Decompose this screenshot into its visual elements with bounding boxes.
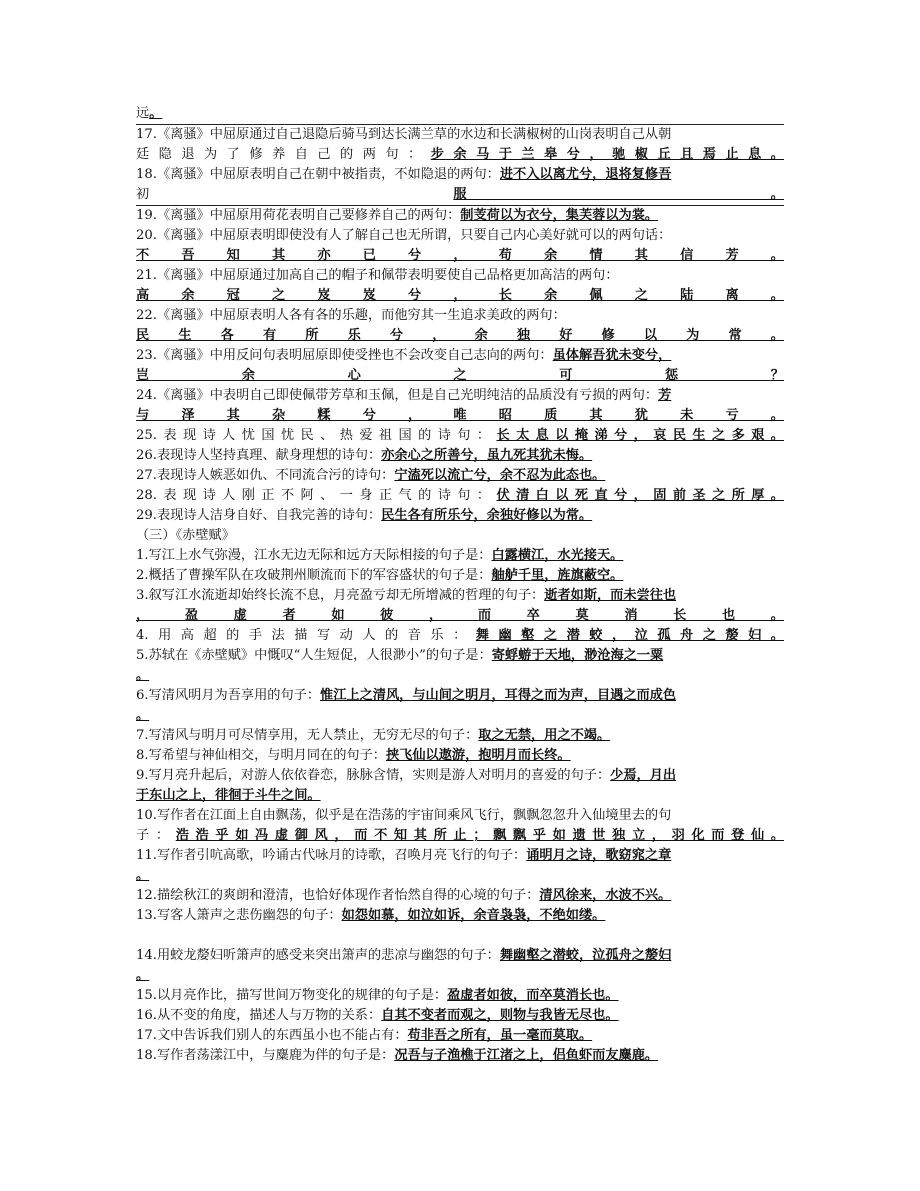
question-text: 远 bbox=[136, 106, 150, 121]
text-line bbox=[136, 826, 784, 846]
answer-text: 盈虚者如彼，而卒莫消长也。 bbox=[447, 988, 619, 1003]
text-line bbox=[136, 806, 784, 826]
answer-text: 高余冠之岌岌兮，长余佩之陆离。 bbox=[136, 288, 784, 303]
answer-text: 如怨如慕，如泣如诉，余音袅袅，不绝如缕。 bbox=[341, 908, 606, 923]
question-text: 18.《离骚》中屈原表明自己在朝中被指责，不如隐退的两句： bbox=[136, 167, 500, 182]
question-text: 3.叙写江水流逝却始终长流不息，月亮盈亏却无所增减的哲理的句子： bbox=[136, 588, 545, 603]
text-line bbox=[136, 206, 784, 226]
text-line bbox=[136, 846, 784, 866]
text-line bbox=[136, 226, 784, 246]
question-text: 27.表现诗人嫉恶如仇、不同流合污的诗句： bbox=[136, 468, 395, 483]
answer-text: 白露横江，水光接天。 bbox=[491, 548, 624, 563]
answer-text: 芳 bbox=[658, 388, 672, 403]
text-line bbox=[136, 946, 784, 966]
answer-text: 。 bbox=[136, 668, 150, 683]
answer-text: 。 bbox=[149, 106, 163, 121]
text-line bbox=[136, 185, 784, 206]
answer-text: 步余马于兰皋兮，驰椒丘且焉止息。 bbox=[430, 147, 784, 162]
text-line bbox=[136, 546, 784, 566]
text-line bbox=[136, 966, 784, 986]
question-text: 14.用蛟龙嫠妇听箫声的感受来突出箫声的悲凉与幽怨的句子： bbox=[136, 948, 500, 963]
question-text: 17.文中告诉我们别人的东西虽小也不能占有： bbox=[136, 1028, 408, 1043]
question-text: 13.写客人箫声之悲伤幽怨的句子： bbox=[136, 908, 342, 923]
answer-text: 伏清白以死直兮，固前圣之所厚。 bbox=[496, 488, 784, 503]
text-line bbox=[136, 526, 784, 546]
text-line bbox=[136, 926, 784, 946]
answer-text: 况吾与子渔樵于江渚之上，侣鱼虾而友麋鹿。 bbox=[394, 1048, 659, 1063]
text-line bbox=[136, 125, 784, 145]
text-line bbox=[136, 306, 784, 326]
text-line bbox=[136, 706, 784, 726]
answer-text: 进不入以离尤兮，退将复修吾 bbox=[499, 167, 672, 182]
document-page bbox=[136, 104, 784, 1066]
answer-text: 苟非吾之所有，虽一毫而莫取。 bbox=[407, 1028, 593, 1043]
question-text: 18.写作者荡漾江中，与麋鹿为伴的句子是： bbox=[136, 1048, 395, 1063]
question-text: 5.苏轼在《赤壁赋》中慨叹“人生短促，人很渺小”的句子是： bbox=[136, 648, 492, 663]
text-line bbox=[136, 446, 784, 466]
text-line bbox=[136, 786, 784, 806]
text-line bbox=[136, 466, 784, 486]
text-line bbox=[136, 506, 784, 526]
question-text: 29.表现诗人洁身自好、自我完善的诗句： bbox=[136, 508, 382, 523]
text-line bbox=[136, 486, 784, 506]
question-text: 9.写月亮升起后，对游人依依眷恋，脉脉含情，实则是游人对明月的喜爱的句子： bbox=[136, 768, 611, 783]
answer-text: 诵明月之诗，歌窈窕之章 bbox=[526, 848, 672, 863]
text-line bbox=[136, 666, 784, 686]
answer-text: 与泽其杂糅兮，唯昭质其犹未亏。 bbox=[136, 408, 784, 423]
question-text: 17.《离骚》中屈原通过自己退隐后骑马到达长满兰草的水边和长满椒树的山岗表明自己从朝 bbox=[136, 127, 672, 142]
text-line bbox=[136, 145, 784, 165]
question-text: 19.《离骚》中屈原用荷花表明自己要修养自己的两句： bbox=[136, 208, 461, 223]
answer-text: 。 bbox=[136, 868, 150, 883]
question-text: 16.从不变的角度，描述人与万物的关系： bbox=[136, 1008, 382, 1023]
answer-text: 寄蜉蝣于天地，渺沧海之一粟 bbox=[491, 648, 664, 663]
text-line bbox=[136, 346, 784, 366]
answer-text: 岂余心之可惩？ bbox=[136, 368, 784, 383]
text-line bbox=[136, 566, 784, 586]
text-line bbox=[136, 266, 784, 286]
answer-text: 制芰荷以为衣兮，集芙蓉以为裳。 bbox=[460, 208, 659, 223]
question-text: 子： bbox=[136, 828, 176, 843]
text-line bbox=[136, 246, 784, 266]
answer-text: 。 bbox=[136, 968, 150, 983]
question-text: 23.《离骚》中用反问句表明屈原即使受挫也不会改变自己志向的两句： bbox=[136, 348, 553, 363]
text-line bbox=[136, 406, 784, 426]
text-line bbox=[136, 1046, 784, 1066]
text-line bbox=[136, 426, 784, 446]
text-line bbox=[136, 104, 784, 125]
text-line bbox=[136, 866, 784, 886]
question-text: 廷隐退为了修养自己的两句： bbox=[136, 147, 431, 162]
question-text: 初 bbox=[136, 187, 454, 202]
answer-text: 亦余心之所善兮，虽九死其犹未悔。 bbox=[381, 448, 593, 463]
answer-text: 舳舻千里，旌旗蔽空。 bbox=[491, 568, 624, 583]
question-text: 2.概括了曹操军队在攻破荆州顺流而下的军容盛状的句子是： bbox=[136, 568, 492, 583]
question-text: 4.用高超的手法描写动人的音乐： bbox=[136, 628, 476, 643]
text-line bbox=[136, 726, 784, 746]
text-line bbox=[136, 286, 784, 306]
question-text: 28.表现诗人刚正不阿、一身正气的诗句： bbox=[136, 488, 497, 503]
answer-text: 民生各有所乐兮，余独好修以为常。 bbox=[381, 508, 593, 523]
question-text: 12.描绘秋江的爽朗和澄清，也恰好体现作者怡然自得的心境的句子： bbox=[136, 888, 540, 903]
answer-text: 宁溘死以流亡兮，余不忍为此态也。 bbox=[394, 468, 606, 483]
text-line bbox=[136, 886, 784, 906]
text-line bbox=[136, 906, 784, 926]
answer-text: 不吾知其亦已兮，苟余情其信芳。 bbox=[136, 248, 784, 263]
question-text: 7.写清风与明月可尽情享用，无人禁止，无穷无尽的句子： bbox=[136, 728, 479, 743]
answer-text: ，盈虚者如彼，而卒莫消长也。 bbox=[136, 608, 784, 623]
answer-text: 少焉，月出 bbox=[610, 768, 677, 783]
answer-text: 虽体解吾犹未变兮， bbox=[552, 348, 672, 363]
question-text: 8.写希望与神仙相交，与明月同在的句子： bbox=[136, 748, 386, 763]
question-text: 26.表现诗人坚持真理、献身理想的诗句： bbox=[136, 448, 382, 463]
answer-text: 舞幽壑之潜蛟，泣孤舟之嫠妇。 bbox=[475, 628, 784, 643]
text-line bbox=[136, 626, 784, 646]
answer-text: 清风徐来，水波不兴。 bbox=[539, 888, 672, 903]
question-text: 24.《离骚》中表明自己即使佩带芳草和玉佩，但是自己光明纯洁的品质没有亏损的两句： bbox=[136, 388, 659, 403]
text-line bbox=[136, 986, 784, 1006]
text-line bbox=[136, 766, 784, 786]
question-text: 6.写清风明月为吾享用的句子： bbox=[136, 688, 321, 703]
text-line bbox=[136, 165, 784, 185]
answer-text: 长太息以掩涕兮，哀民生之多艰。 bbox=[496, 428, 784, 443]
text-line bbox=[136, 326, 784, 346]
text-line bbox=[136, 586, 784, 606]
text-line bbox=[136, 606, 784, 626]
text-line bbox=[136, 366, 784, 386]
answer-text: 惟江上之清风，与山间之明月，耳得之而为声，目遇之而成色 bbox=[320, 688, 677, 703]
question-text: 10.写作者在江面上自由飘荡，似乎是在浩荡的宇宙间乘风飞行，飘飘忽忽升入仙境里去的句 bbox=[136, 808, 672, 823]
answer-text: 取之无禁，用之不竭。 bbox=[478, 728, 611, 743]
answer-text: 于东山之上，徘徊于斗牛之间。 bbox=[136, 788, 321, 803]
question-text: 11.写作者引吭高歌，吟诵古代咏月的诗歌，召唤月亮飞行的句子： bbox=[136, 848, 527, 863]
question-text: 1.写江上水气弥漫，江水无边无际和远方天际相接的句子是： bbox=[136, 548, 492, 563]
question-text: 22.《离骚》中屈原表明人各有各的乐趣，而他穷其一生追求美政的两句： bbox=[136, 308, 566, 323]
answer-text: 挟飞仙以遨游，抱明月而长终。 bbox=[385, 748, 571, 763]
answer-text: 逝者如斯，而未尝往也 bbox=[544, 588, 677, 603]
answer-text: 。 bbox=[136, 708, 150, 723]
text-line bbox=[136, 1026, 784, 1046]
answer-text: 浩浩乎如冯虚御风，而不知其所止；飘飘乎如遗世独立，羽化而登仙。 bbox=[175, 828, 784, 843]
text-line bbox=[136, 386, 784, 406]
question-text: 20.《离骚》中屈原表明即使没有人了解自己也无所谓，只要自己内心美好就可以的两句话： bbox=[136, 228, 672, 243]
question-text: （三）《赤壁赋》 bbox=[136, 528, 235, 543]
text-line bbox=[136, 746, 784, 766]
answer-text: 自其不变者而观之，则物与我皆无尽也。 bbox=[381, 1008, 619, 1023]
answer-text: 服。 bbox=[453, 187, 784, 202]
question-text: 21.《离骚》中屈原通过加高自己的帽子和佩带表明要使自己品格更加高洁的两句： bbox=[136, 268, 619, 283]
text-line bbox=[136, 646, 784, 666]
answer-text: 舞幽壑之潜蛟，泣孤舟之嫠妇 bbox=[499, 948, 672, 963]
question-text: 25.表现诗人忧国忧民、热爱祖国的诗句： bbox=[136, 428, 497, 443]
text-line bbox=[136, 686, 784, 706]
answer-text: 民生各有所乐兮，余独好修以为常。 bbox=[136, 328, 784, 343]
text-line bbox=[136, 1006, 784, 1026]
question-text: 15.以月亮作比，描写世间万物变化的规律的句子是： bbox=[136, 988, 448, 1003]
